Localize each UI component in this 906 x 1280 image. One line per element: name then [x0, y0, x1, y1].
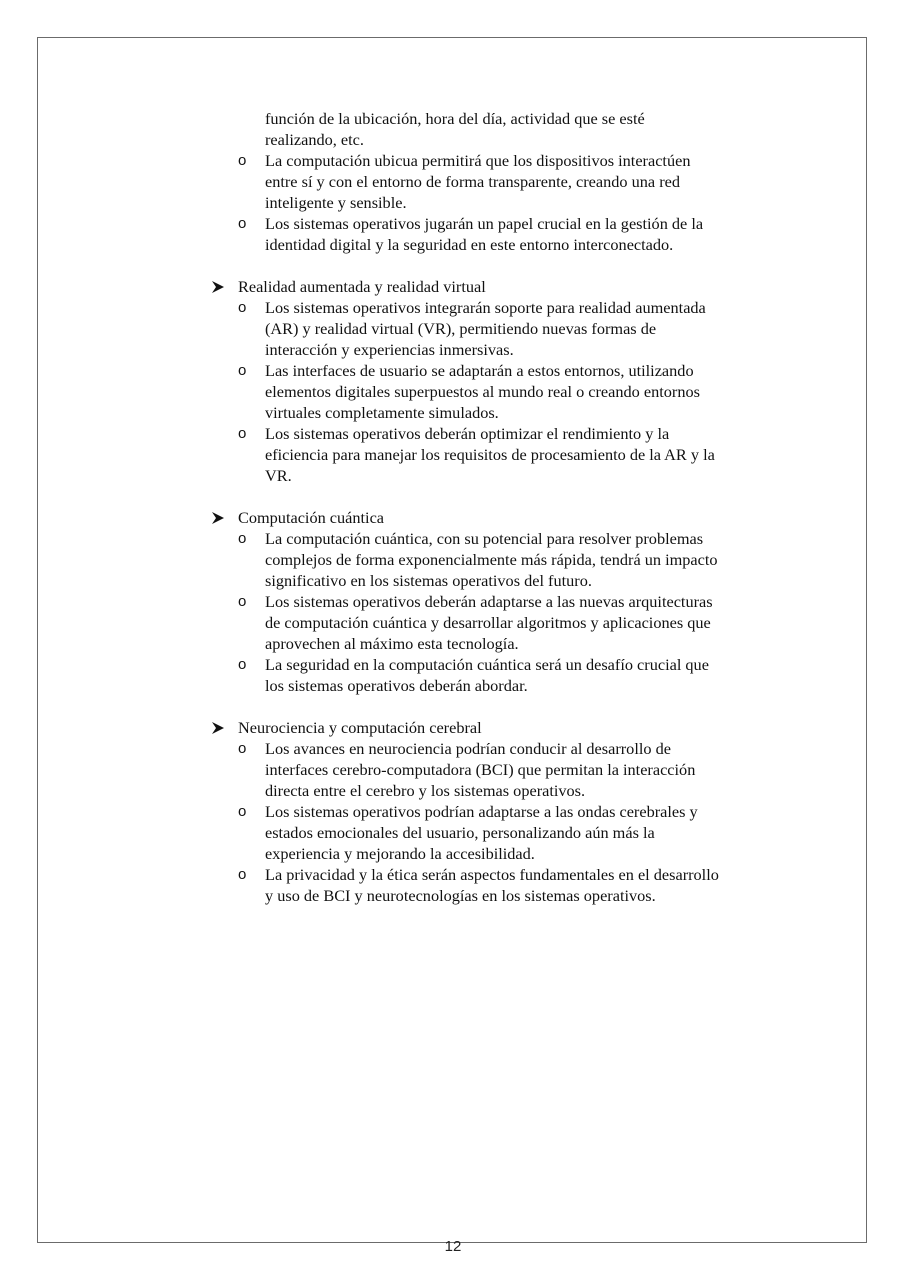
text-line: Las interfaces de usuario se adaptarán a estos entornos, utilizando: [265, 361, 694, 380]
text-line: elementos digitales superpuestos al mundo real o creando entornos: [265, 382, 700, 401]
section-title: Computación cuántica: [238, 508, 385, 527]
list-item: [210, 738, 790, 801]
text-line: experiencia y mejorando la accesibilidad.: [265, 844, 535, 863]
section: [210, 276, 790, 486]
text-line: entre sí y con el entorno de forma transparente, creando una red: [265, 172, 680, 191]
list-item: [210, 654, 790, 696]
list-item: [210, 213, 790, 255]
text-line: función de la ubicación, hora del día, actividad que se esté: [265, 109, 645, 128]
section: [210, 507, 790, 696]
arrow-bullet-icon: [210, 280, 226, 294]
circle-bullet-icon: o: [238, 593, 247, 610]
text-line: La computación cuántica, con su potencial para resolver problemas: [265, 529, 704, 548]
list-item: [210, 297, 790, 360]
list-item: [210, 801, 790, 864]
text-line: Los sistemas operativos integrarán soporte para realidad aumentada: [265, 298, 706, 317]
list-item: [210, 423, 790, 486]
text-line: Los sistemas operativos jugarán un papel crucial en la gestión de la: [265, 214, 704, 233]
text-line: virtuales completamente simulados.: [265, 403, 499, 422]
text-line: eficiencia para manejar los requisitos de procesamiento de la AR y la: [265, 445, 715, 464]
list-item: [210, 360, 790, 423]
circle-bullet-icon: o: [238, 299, 247, 316]
arrow-bullet-icon: [210, 721, 226, 735]
circle-bullet-icon: o: [238, 866, 247, 883]
text-line: La privacidad y la ética serán aspectos fundamentales en el desarrollo: [265, 865, 719, 884]
text-line: La computación ubicua permitirá que los dispositivos interactúen: [265, 151, 691, 170]
text-line: Los avances en neurociencia podrían conducir al desarrollo de: [265, 739, 671, 758]
circle-bullet-icon: o: [238, 362, 247, 379]
text-line: interacción y experiencias inmersivas.: [265, 340, 514, 359]
section-heading: [210, 507, 790, 528]
list-item: [210, 528, 790, 591]
section-title: Realidad aumentada y realidad virtual: [238, 277, 486, 296]
text-line: interfaces cerebro-computadora (BCI) que permitan la interacción: [265, 760, 696, 779]
text-line: y uso de BCI y neurotecnologías en los sistemas operativos.: [265, 886, 656, 905]
text-line: los sistemas operativos deberán abordar.: [265, 676, 528, 695]
text-line: Los sistemas operativos deberán adaptarse a las nuevas arquitecturas: [265, 592, 713, 611]
document-body: [210, 108, 790, 906]
circle-bullet-icon: o: [238, 803, 247, 820]
section-title: Neurociencia y computación cerebral: [238, 718, 482, 737]
continued-item-text: [265, 108, 790, 150]
text-line: realizando, etc.: [265, 130, 364, 149]
circle-bullet-icon: o: [238, 530, 247, 547]
arrow-bullet-icon: [210, 511, 226, 525]
text-line: directa entre el cerebro y los sistemas operativos.: [265, 781, 586, 800]
text-line: estados emocionales del usuario, personalizando aún más la: [265, 823, 655, 842]
text-line: inteligente y sensible.: [265, 193, 407, 212]
section-heading: [210, 276, 790, 297]
text-line: identidad digital y la seguridad en este entorno interconectado.: [265, 235, 674, 254]
circle-bullet-icon: o: [238, 740, 247, 757]
list-item: [210, 150, 790, 213]
circle-bullet-icon: o: [238, 656, 247, 673]
text-line: Los sistemas operativos deberán optimizar el rendimiento y la: [265, 424, 670, 443]
text-line: complejos de forma exponencialmente más rápida, tendrá un impacto: [265, 550, 718, 569]
text-line: significativo en los sistemas operativos del futuro.: [265, 571, 592, 590]
text-line: La seguridad en la computación cuántica será un desafío crucial que: [265, 655, 709, 674]
list-item: [210, 864, 790, 906]
section: [210, 717, 790, 906]
text-line: Los sistemas operativos podrían adaptarse a las ondas cerebrales y: [265, 802, 698, 821]
circle-bullet-icon: o: [238, 215, 247, 232]
section-heading: [210, 717, 790, 738]
circle-bullet-icon: o: [238, 425, 247, 442]
list-item: [210, 591, 790, 654]
text-line: VR.: [265, 466, 292, 485]
text-line: de computación cuántica y desarrollar algoritmos y aplicaciones que: [265, 613, 711, 632]
page-number: 12: [444, 1238, 462, 1255]
text-line: (AR) y realidad virtual (VR), permitiendo nuevas formas de: [265, 319, 657, 338]
circle-bullet-icon: o: [238, 152, 247, 169]
text-line: aprovechen al máximo esta tecnología.: [265, 634, 519, 653]
